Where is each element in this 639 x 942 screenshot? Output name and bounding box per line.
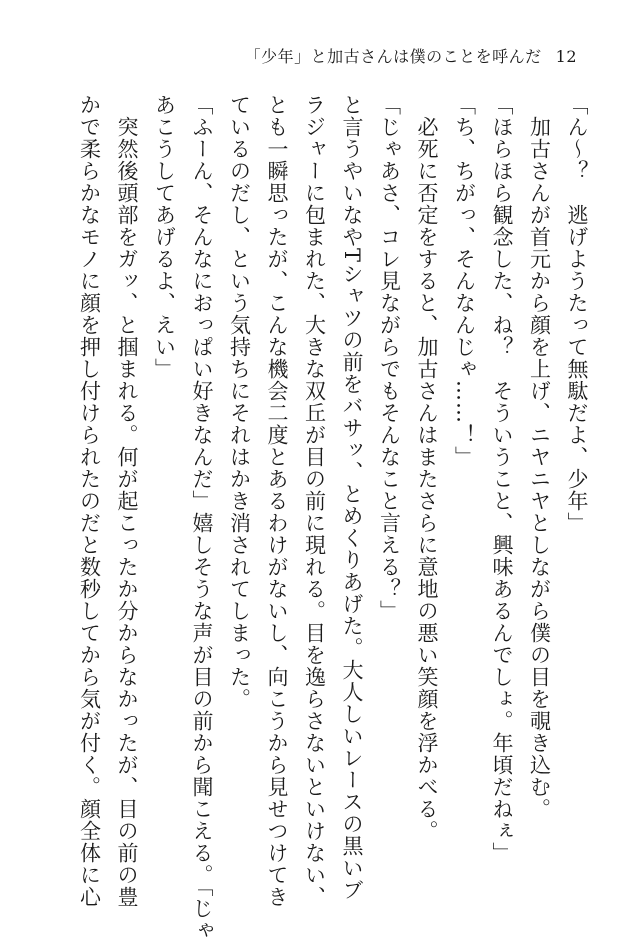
text-line: 「ふーん、そんなにおっぱい好きなんだ」嬉しそうな声が目の前から聞こえる。「じゃ: [190, 94, 214, 942]
text-line: 加古さんが首元から顔を上げ、ニヤニヤとしながら僕の目を覗き込む。: [527, 94, 552, 820]
text-line: ラジャーに包まれた、大きな双丘が目の前に現れる。目を逸らさないといけない、: [302, 94, 327, 908]
text-line: あこうしてあげるよ、えい」: [152, 94, 177, 380]
text-line: とも一瞬思ったが、こんな機会二度とあるわけがないし、向こうから見せつけてき: [265, 94, 289, 908]
chapter-title: 「少年」と加古さんは僕のことを呼んだ: [244, 47, 542, 66]
text-line: 「じゃあさ、コレ見ながらでもそんなこと言える？」: [377, 94, 402, 622]
text-line: と言うやいなやTシャツの前をバサッ、とめくりあげた。大人しいレースの黒いブ: [340, 94, 364, 902]
text-line: 「ち、ちがっ、そんなんじゃ……！」: [452, 94, 477, 468]
text-line: かで柔らかなモノに顔を押し付けられたのだと数秒してから気が付く。顔全体に心: [77, 94, 102, 908]
text-line: 必死に否定をすると、加古さんはまたさらに意地の悪い笑顔を浮かべる。: [415, 94, 439, 842]
vertical-text-body: [70, 94, 595, 942]
text-line: 突然後頭部をガッ、と掴まれる。何が起こったか分からなかったが、目の前の豊: [115, 94, 139, 908]
text-line: ているのだし、という気持ちにそれはかき消されてしまった。: [227, 94, 252, 710]
text-line: 「ん〜？ 逃げようたって無駄だよ、少年」: [565, 94, 589, 534]
text-line: 「ほらほら観念した、ね？ そういうこと、興味あるんでしょ。年頃だねぇ」: [490, 94, 514, 864]
page-number: 12: [555, 47, 577, 66]
running-header: [245, 44, 577, 67]
